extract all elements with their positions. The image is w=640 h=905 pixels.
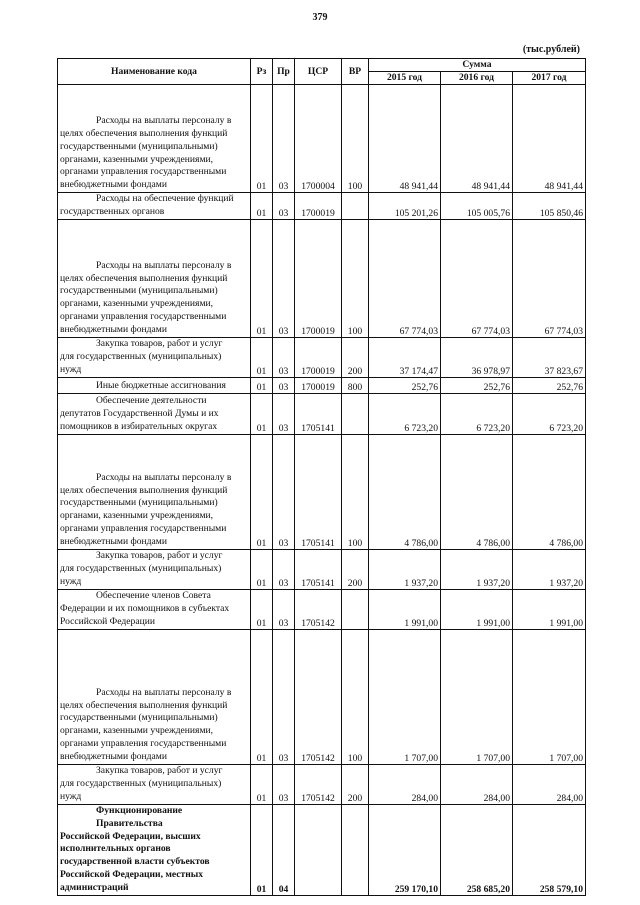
row-pr: 03	[273, 589, 295, 629]
row-vr: 100	[342, 629, 369, 764]
row-name-line: Российской Федерации, местных	[60, 869, 204, 880]
row-csr: 1700019	[295, 337, 342, 377]
table-body	[58, 85, 586, 896]
row-csr: 1705142	[295, 629, 342, 764]
row-name-line: Российской Федерации, высших	[60, 830, 201, 842]
row-name-line: государственными (муниципальными)	[60, 497, 218, 509]
row-sum-2017: 1 937,20	[513, 549, 586, 589]
row-name-line: нужд	[60, 363, 82, 375]
row-name-line: для государственных (муниципальных)	[60, 563, 222, 574]
row-name	[58, 629, 251, 764]
row-rz: 01	[251, 193, 273, 220]
row-sum-2017: 1 707,00	[513, 629, 586, 764]
row-sum-2016: 1 707,00	[441, 629, 513, 764]
row-name	[58, 393, 251, 434]
row-name-line: Обеспечение деятельности	[96, 395, 207, 407]
row-sum-2015: 48 941,44	[369, 85, 441, 193]
row-name-line: Расходы на выплаты персоналу в	[96, 115, 232, 127]
budget-table	[57, 58, 586, 896]
row-csr: 1705141	[295, 549, 342, 589]
row-vr	[342, 193, 369, 220]
row-pr: 03	[273, 434, 295, 549]
row-pr: 03	[273, 377, 295, 393]
row-sum-2015: 1 707,00	[369, 629, 441, 764]
row-pr: 03	[273, 219, 295, 337]
row-name	[58, 377, 251, 393]
row-name-line: государственными (муниципальными)	[60, 712, 218, 724]
row-name-line: для государственных (муниципальных)	[60, 778, 222, 789]
header-year-2015: 2015 год	[369, 72, 441, 85]
row-name-line: государственных органов	[60, 205, 165, 217]
row-name-line: органами управления государственными	[60, 523, 227, 534]
row-name-line: Расходы на выплаты персоналу в	[96, 686, 232, 698]
row-name-line: целях обеспечения выполнения функций	[60, 484, 228, 496]
row-pr: 04	[273, 804, 295, 895]
row-rz: 01	[251, 377, 273, 393]
row-name-line: Закупка товаров, работ и услуг	[96, 765, 223, 777]
row-name	[58, 193, 251, 220]
table-row	[58, 85, 586, 193]
row-name-line: государственными (муниципальными)	[60, 285, 218, 297]
row-vr: 100	[342, 434, 369, 549]
row-csr: 1700019	[295, 219, 342, 337]
row-name-line: целях обеспечения выполнения функций	[60, 128, 228, 140]
table-row	[58, 804, 586, 895]
row-sum-2015: 105 201,26	[369, 193, 441, 220]
row-vr: 200	[342, 337, 369, 377]
row-sum-2017: 6 723,20	[513, 393, 586, 434]
row-name-line: органами, казенными учреждениями,	[60, 298, 214, 310]
row-sum-2016: 6 723,20	[441, 393, 513, 434]
row-sum-2015: 1 991,00	[369, 589, 441, 629]
header-sum: Сумма	[369, 59, 586, 72]
row-csr	[295, 804, 342, 895]
header-year-2016: 2016 год	[441, 72, 513, 85]
row-name-line: внебюджетными фондами	[60, 750, 167, 762]
row-rz: 01	[251, 219, 273, 337]
row-name-line: органами управления государственными	[60, 166, 227, 178]
row-sum-2015: 67 774,03	[369, 219, 441, 337]
row-sum-2016: 1 991,00	[441, 589, 513, 629]
row-name-line: депутатов Государственной Думы и их	[60, 408, 219, 419]
table-row	[58, 377, 586, 393]
row-name	[58, 764, 251, 804]
row-vr: 800	[342, 377, 369, 393]
row-name-line: Функционирование Правительства	[96, 805, 183, 829]
header-year-2017: 2017 год	[513, 72, 586, 85]
row-sum-2016: 48 941,44	[441, 85, 513, 193]
table-row	[58, 549, 586, 589]
row-sum-2016: 4 786,00	[441, 434, 513, 549]
row-sum-2016: 284,00	[441, 764, 513, 804]
row-rz: 01	[251, 434, 273, 549]
row-vr: 100	[342, 85, 369, 193]
row-name	[58, 549, 251, 589]
header-pr: Пр	[273, 59, 295, 85]
row-csr: 1700019	[295, 377, 342, 393]
row-sum-2017: 258 579,10	[513, 804, 586, 895]
row-name-line: целях обеспечения выполнения функций	[60, 272, 228, 284]
row-sum-2015: 1 937,20	[369, 549, 441, 589]
row-sum-2017: 1 991,00	[513, 589, 586, 629]
row-vr	[342, 589, 369, 629]
row-vr	[342, 804, 369, 895]
row-name-line: Российской Федерации	[60, 615, 155, 627]
row-name-line: органами, казенными учреждениями,	[60, 510, 214, 522]
row-rz: 01	[251, 804, 273, 895]
row-sum-2017: 37 823,67	[513, 337, 586, 377]
table-row	[58, 764, 586, 804]
row-sum-2015: 259 170,10	[369, 804, 441, 895]
row-csr: 1705141	[295, 434, 342, 549]
table-row	[58, 337, 586, 377]
row-csr: 1700019	[295, 193, 342, 220]
row-name-line: нужд	[60, 575, 82, 587]
header-name: Наименование кода	[58, 59, 251, 85]
row-name-line: исполнительных органов	[60, 843, 171, 855]
row-name	[58, 589, 251, 629]
row-sum-2016: 36 978,97	[441, 337, 513, 377]
row-name-line: Расходы на обеспечение функций	[96, 193, 234, 204]
row-sum-2015: 37 174,47	[369, 337, 441, 377]
row-rz: 01	[251, 393, 273, 434]
row-sum-2016: 258 685,20	[441, 804, 513, 895]
row-sum-2017: 48 941,44	[513, 85, 586, 193]
row-csr: 1705142	[295, 764, 342, 804]
row-pr: 03	[273, 337, 295, 377]
row-sum-2017: 4 786,00	[513, 434, 586, 549]
row-rz: 01	[251, 337, 273, 377]
page-number: 379	[312, 12, 328, 23]
table-row	[58, 629, 586, 764]
table-row	[58, 434, 586, 549]
row-rz: 01	[251, 85, 273, 193]
header-csr: ЦСР	[295, 59, 342, 85]
row-name	[58, 337, 251, 377]
row-name-line: помощников в избирательных округах	[60, 420, 218, 432]
row-name-line: органами управления государственными	[60, 311, 227, 322]
row-name-line: Федерации и их помощников в субъектах	[60, 603, 230, 614]
row-sum-2015: 4 786,00	[369, 434, 441, 549]
row-sum-2017: 67 774,03	[513, 219, 586, 337]
row-csr: 1705142	[295, 589, 342, 629]
row-name-line: Расходы на выплаты персоналу в	[96, 471, 232, 483]
row-name-line: Закупка товаров, работ и услуг	[96, 550, 223, 562]
row-name-line: Расходы на выплаты персоналу в	[96, 259, 232, 271]
row-rz: 01	[251, 764, 273, 804]
row-pr: 03	[273, 85, 295, 193]
units-label: (тыс.рублей)	[522, 44, 580, 55]
row-pr: 03	[273, 549, 295, 589]
table-row	[58, 393, 586, 434]
row-name-line: Иные бюджетные ассигнования	[96, 379, 226, 391]
row-name-line: внебюджетными фондами	[60, 179, 167, 191]
header-rz: Рз	[251, 59, 273, 85]
row-name-line: внебюджетными фондами	[60, 323, 167, 335]
row-name-line: органами, казенными учреждениями,	[60, 725, 214, 737]
row-name-line: целях обеспечения выполнения функций	[60, 699, 228, 711]
row-vr: 100	[342, 219, 369, 337]
row-vr	[342, 393, 369, 434]
row-csr: 1700004	[295, 85, 342, 193]
row-name	[58, 434, 251, 549]
row-name-line: для государственных (муниципальных)	[60, 351, 222, 362]
row-name-line: государственными (муниципальными)	[60, 140, 218, 152]
row-sum-2016: 67 774,03	[441, 219, 513, 337]
row-sum-2017: 105 850,46	[513, 193, 586, 220]
row-name-line: органами управления государственными	[60, 738, 227, 749]
row-name	[58, 85, 251, 193]
row-name-line: государственной власти субъектов	[60, 856, 210, 868]
row-sum-2015: 252,76	[369, 377, 441, 393]
row-name-line: органами, казенными учреждениями,	[60, 153, 214, 165]
row-rz: 01	[251, 629, 273, 764]
row-rz: 01	[251, 589, 273, 629]
row-vr: 200	[342, 549, 369, 589]
row-pr: 03	[273, 629, 295, 764]
row-name-line: Обеспечение членов Совета	[96, 590, 211, 602]
row-name	[58, 804, 251, 895]
row-name-line: Закупка товаров, работ и услуг	[96, 338, 223, 350]
table-row	[58, 193, 586, 220]
row-sum-2016: 105 005,76	[441, 193, 513, 220]
row-csr: 1705141	[295, 393, 342, 434]
row-vr: 200	[342, 764, 369, 804]
row-name-line: администраций	[60, 881, 129, 893]
row-pr: 03	[273, 764, 295, 804]
row-name-line: нужд	[60, 790, 82, 802]
row-sum-2015: 284,00	[369, 764, 441, 804]
table-row	[58, 219, 586, 337]
row-pr: 03	[273, 393, 295, 434]
row-pr: 03	[273, 193, 295, 220]
row-sum-2017: 252,76	[513, 377, 586, 393]
row-name	[58, 219, 251, 337]
row-sum-2017: 284,00	[513, 764, 586, 804]
header-vr: ВР	[342, 59, 369, 85]
row-name-line: внебюджетными фондами	[60, 535, 167, 547]
row-sum-2016: 1 937,20	[441, 549, 513, 589]
row-sum-2015: 6 723,20	[369, 393, 441, 434]
row-sum-2016: 252,76	[441, 377, 513, 393]
table-header	[58, 59, 586, 85]
row-rz: 01	[251, 549, 273, 589]
table-row	[58, 589, 586, 629]
